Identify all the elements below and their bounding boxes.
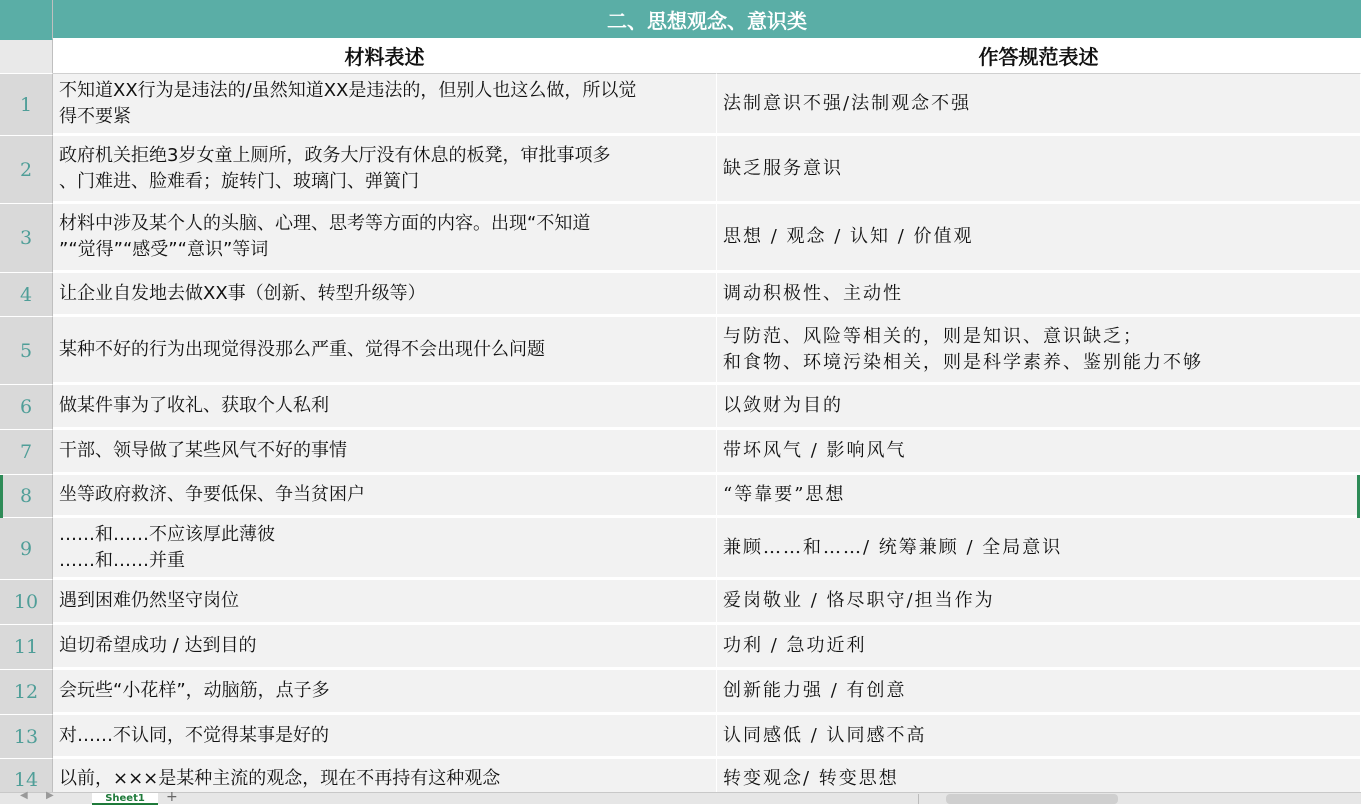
answer-cell[interactable]: 思想 / 观念 / 认知 / 价值观	[717, 204, 1361, 273]
corner-cell[interactable]	[0, 0, 53, 40]
material-cell[interactable]: 材料中涉及某个人的头脑、心理、思考等方面的内容。出现“不知道 ”“觉得”“感受”“意识”等词	[53, 204, 717, 273]
row-number[interactable]: 12	[0, 670, 53, 715]
answer-cell[interactable]: 兼顾……和……/ 统筹兼顾 / 全局意识	[717, 518, 1361, 580]
answer-cell[interactable]: 功利 / 急功近利	[717, 625, 1361, 670]
tab-next-icon[interactable]: ▶	[46, 790, 54, 801]
table-row	[0, 580, 1361, 625]
tab-sheet1[interactable]: Sheet1	[92, 793, 158, 805]
header-answer[interactable]: 作答规范表述	[717, 40, 1361, 74]
material-cell[interactable]: 做某件事为了收礼、获取个人私利	[53, 385, 717, 430]
answer-cell[interactable]: 与防范、风险等相关的，则是知识、意识缺乏； 和食物、环境污染相关，则是科学素养、鉴别能力不够	[717, 317, 1361, 385]
table-row	[0, 273, 1361, 317]
answer-cell[interactable]: 爱岗敬业 / 恪尽职守/担当作为	[717, 580, 1361, 625]
row-number[interactable]: 6	[0, 385, 53, 430]
material-cell[interactable]: 遇到困难仍然坚守岗位	[53, 580, 717, 625]
table-row	[0, 670, 1361, 715]
row-number[interactable]: 8	[0, 475, 53, 518]
material-cell[interactable]: 某种不好的行为出现觉得没那么严重、觉得不会出现什么问题	[53, 317, 717, 385]
horizontal-scrollbar[interactable]	[946, 794, 1118, 804]
material-cell[interactable]: 干部、领导做了某些风气不好的事情	[53, 430, 717, 475]
tab-prev-icon[interactable]: ◀	[20, 790, 28, 801]
table-row	[0, 136, 1361, 204]
material-cell[interactable]: 让企业自发地去做XX事（创新、转型升级等）	[53, 273, 717, 317]
material-cell[interactable]: 迫切希望成功 / 达到目的	[53, 625, 717, 670]
row-number[interactable]: 4	[0, 273, 53, 317]
column-header-row	[0, 40, 1361, 74]
selection-marker-right	[1357, 475, 1360, 518]
material-cell[interactable]: 对……不认同，不觉得某事是好的	[53, 715, 717, 759]
answer-cell[interactable]: 带坏风气 / 影响风气	[717, 430, 1361, 475]
material-cell[interactable]: 坐等政府救济、争要低保、争当贫困户	[53, 475, 717, 518]
table-row	[0, 625, 1361, 670]
row-number[interactable]: 11	[0, 625, 53, 670]
row-number[interactable]: 1	[0, 74, 53, 136]
material-cell[interactable]: ……和……不应该厚此薄彼 ……和……并重	[53, 518, 717, 580]
table-row	[0, 430, 1361, 475]
sheet-tab-bar	[0, 789, 1361, 805]
table-row	[0, 759, 1361, 792]
row-number[interactable]: 14	[0, 759, 53, 792]
add-sheet-icon[interactable]: +	[166, 789, 178, 805]
answer-cell[interactable]: 调动积极性、主动性	[717, 273, 1361, 317]
row-number[interactable]: 3	[0, 204, 53, 273]
answer-cell[interactable]: 缺乏服务意识	[717, 136, 1361, 204]
answer-cell[interactable]: 转变观念/ 转变思想	[717, 759, 1361, 792]
title-row	[0, 0, 1361, 40]
row-number[interactable]: 7	[0, 430, 53, 475]
answer-cell[interactable]: 以敛财为目的	[717, 385, 1361, 430]
material-cell[interactable]: 以前，×××是某种主流的观念，现在不再持有这种观念	[53, 759, 717, 792]
material-cell[interactable]: 政府机关拒绝3岁女童上厕所，政务大厅没有休息的板凳，审批事项多 、门难进、脸难看；旋转门、玻璃门、弹簧门	[53, 136, 717, 204]
table-row	[0, 475, 1361, 518]
answer-cell[interactable]: “等靠要”思想	[717, 475, 1361, 518]
row-number[interactable]: 10	[0, 580, 53, 625]
answer-cell[interactable]: 认同感低 / 认同感不高	[717, 715, 1361, 759]
header-material[interactable]: 材料表述	[53, 40, 717, 74]
scroll-separator	[918, 794, 919, 804]
table-row	[0, 74, 1361, 136]
table-row	[0, 715, 1361, 759]
table-row	[0, 317, 1361, 385]
table-row	[0, 385, 1361, 430]
table-row	[0, 204, 1361, 273]
answer-cell[interactable]: 法制意识不强/法制观念不强	[717, 74, 1361, 136]
row-number[interactable]: 13	[0, 715, 53, 759]
material-cell[interactable]: 不知道XX行为是违法的/虽然知道XX是违法的，但别人也这么做，所以觉 得不要紧	[53, 74, 717, 136]
sheet-title[interactable]: 二、思想观念、意识类	[53, 0, 1361, 40]
row-number[interactable]: 2	[0, 136, 53, 204]
row-number[interactable]: 5	[0, 317, 53, 385]
row-header-blank[interactable]	[0, 40, 53, 74]
selection-marker	[0, 475, 3, 518]
table-row	[0, 518, 1361, 580]
row-number[interactable]: 9	[0, 518, 53, 580]
answer-cell[interactable]: 创新能力强 / 有创意	[717, 670, 1361, 715]
material-cell[interactable]: 会玩些“小花样”，动脑筋，点子多	[53, 670, 717, 715]
